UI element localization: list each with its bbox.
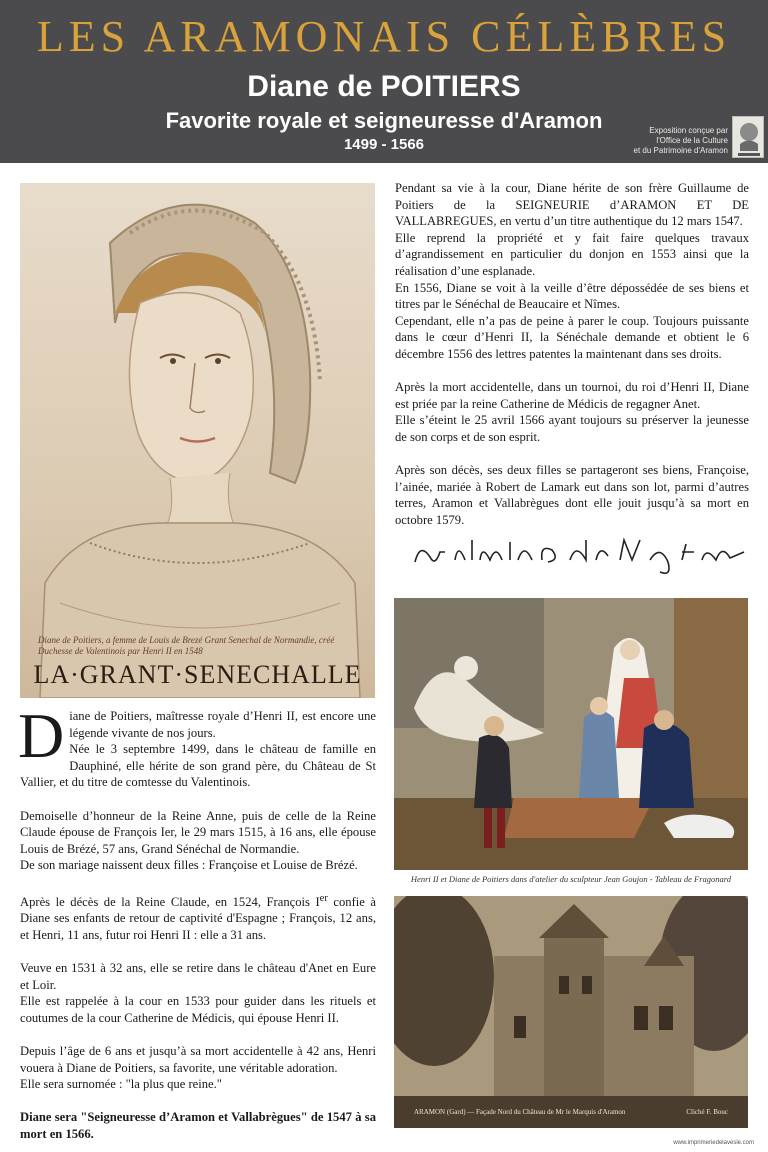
portrait-handwritten-caption: Diane de Poitiers, a femme de Louis de Brezé Grant Senechal de Normandie, créé Duchesse de Valentinois par Henri II en 1548 xyxy=(38,635,335,656)
daughters-paragraph: De son mariage naissent deux filles : Françoise et Louise de Brézé. xyxy=(20,858,358,873)
seigneuresse-paragraph: Diane sera "Seigneuresse d’Aramon et Vallabrègues" de 1547 à sa mort en 1566. xyxy=(20,1110,376,1142)
portrait-title: LA·GRANT·SENECHALLE xyxy=(33,660,362,689)
right-column-text xyxy=(395,180,749,528)
castle-photo xyxy=(394,896,748,1128)
castle-illustration xyxy=(394,896,748,1128)
birth-paragraph: Née le 3 septembre 1499, dans le château de famille en Dauphiné, elle hérite de son grand père, du Château de St Vallier, et du titre de comtesse du Valentinois. xyxy=(20,742,376,790)
person-name: Diane de POITIERS xyxy=(247,70,521,103)
children-text-b: confie à Diane ses enfants de retour de captivité d'Espagne ; François, 12 ans, et Henri, 11 ans, futur roi Henri II : elle a 31 ans. xyxy=(20,894,376,942)
intro-text: iane de Poitiers, maîtresse royale d’Henri II, est encore une légende vivante de nos jours. xyxy=(69,709,376,740)
fragonard-painting xyxy=(394,598,748,870)
left-column-text xyxy=(18,700,376,1143)
adoration-paragraph: Depuis l’âge de 6 ans et jusqu’à sa mort accidentelle à 42 ans, Henri vouera à Diane de Poitiers, sa favorite, une véritable adoration. xyxy=(20,1044,376,1075)
children-superscript: er xyxy=(319,892,328,904)
court-paragraph: Elle est rappelée à la cour en 1533 pour guider dans les rituels et coutumes de la cour Catherine de Médicis, qui épouse Henri II. xyxy=(20,994,376,1025)
death-paragraph: Elle s’éteint le 25 avril 1566 ayant toujours su préserver la jeunesse de son corps et de son esprit. xyxy=(395,413,749,444)
marriage-paragraph: Demoiselle d’honneur de la Reine Anne, puis de celle de la Reine Claude épouse de François Ier, le 29 mars 1515, à 16 ans, elle épouse Louis de Brézé, 57 ans, Grand Sénéchal de Normandie. xyxy=(20,808,376,856)
signature-handwriting xyxy=(410,522,750,582)
series-title: LES ARAMONAIS CÉLÈBRES xyxy=(36,12,732,61)
credit-line-3: et du Patrimoine d'Aramon xyxy=(633,146,728,155)
painting-caption: Henri II et Diane de Poitiers dans d'atelier du sculpteur Jean Goujon - Tableau de Fragonard xyxy=(410,874,732,884)
portrait-drawing xyxy=(20,183,375,698)
office-culture-logo xyxy=(732,116,764,158)
person-role: Favorite royale et seigneuresse d'Aramon xyxy=(165,108,603,133)
credit-line-2: l'Office de la Culture xyxy=(656,136,728,145)
exhibition-credit xyxy=(634,126,728,156)
works-paragraph: Elle reprend la propriété et y fait faire quelques travaux d’agrandissement en particulier du donjon en 1553 ainsi que la réalisation d’une esplanade. xyxy=(395,230,749,278)
inheritance-paragraph: Pendant sa vie à la cour, Diane hérite de son frère Guillaume de Poitiers de la SEIGNEURIE d’ARAMON ET DE VALLABREGUES, en vertu d’un titre authentique du 12 mars 1547. xyxy=(395,181,749,229)
credit-line-1: Exposition conçue par xyxy=(649,126,728,135)
anet-paragraph: Après la mort accidentelle, dans un tournoi, du roi d’Henri II, Diane est priée par la reine Catherine de Médicis de regagner Anet. xyxy=(395,380,749,411)
photo-caption-right: Cliché F. Bouc xyxy=(686,1108,728,1116)
drop-cap: D xyxy=(18,700,65,771)
letters-patent-paragraph: Cependant, elle n’a pas de peine à parer le coup. Toujours puissante dans le cœur d’Henri II, la Sénéchale demande et obtient le 6 décembre 1556 des lettres patentes la maintenant dans ses droits. xyxy=(395,313,749,361)
succession-paragraph: Après son décès, ses deux filles se partageront ses biens, Françoise, l’ainée, mariée à Robert de Lamark eut dans son lot, parmi d’autres terres, Aramon et Vallabrègues dont elle jouit jusqu’à sa mort en octobre 1579. xyxy=(395,463,749,527)
widow-paragraph: Veuve en 1531 à 32 ans, elle se retire dans le château d'Anet en Eure et Loir. xyxy=(20,961,376,992)
header-band xyxy=(0,0,768,163)
children-text-a: Après le décès de la Reine Claude, en 1524, François I xyxy=(20,894,320,909)
photo-caption-left: ARAMON (Gard) — Façade Nord du Château de Mr le Marquis d'Aramon xyxy=(414,1108,626,1116)
printer-url: www.imprimeriedelavesle.com xyxy=(673,1140,754,1146)
nickname-paragraph: Elle sera surnomée : "la plus que reine." xyxy=(20,1077,222,1092)
dispossession-paragraph: En 1556, Diane se voit à la veille d’être dépossédée de ses biens et titres par le Sénéchal de Beaucaire et Nîmes. xyxy=(395,280,749,312)
photo-caption xyxy=(394,1108,748,1117)
person-dates: 1499 - 1566 xyxy=(343,136,425,153)
children-paragraph xyxy=(20,891,376,944)
portrait-sketch-illustration xyxy=(20,183,375,698)
painting-illustration xyxy=(394,598,748,870)
